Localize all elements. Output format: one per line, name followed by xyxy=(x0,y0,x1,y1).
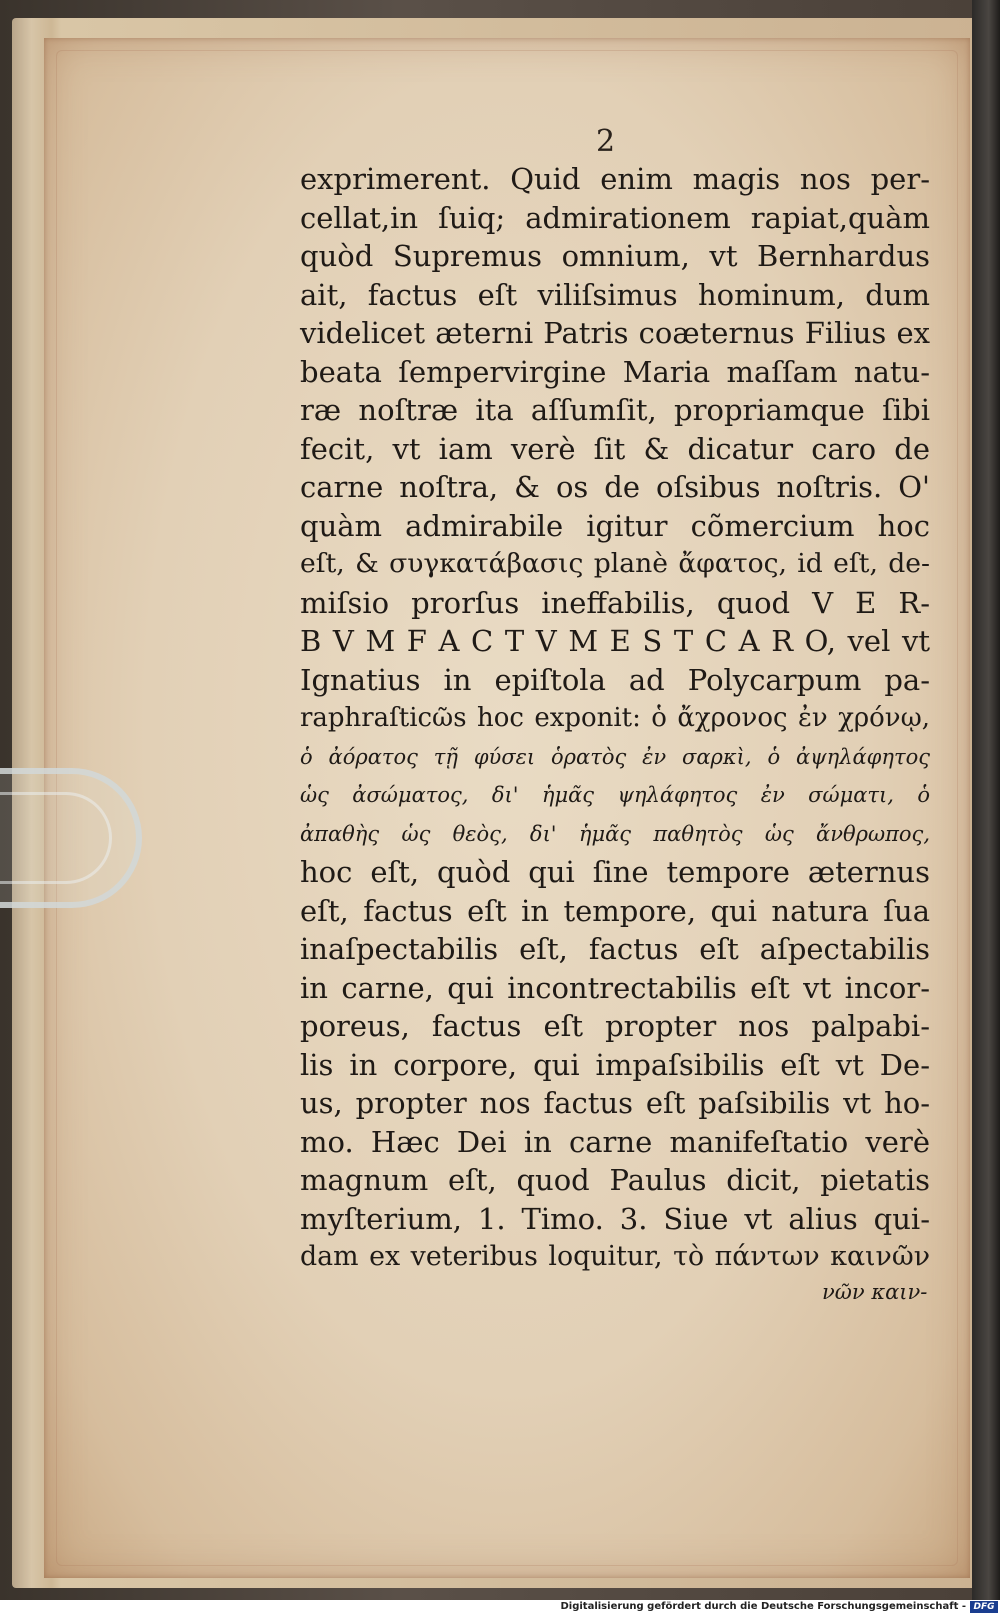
text-line: carne noſtra, & os de oſsibus noſtris. O' xyxy=(300,470,930,504)
text-line: Ignatius in epiſtola ad Polycarpum pa- xyxy=(300,662,930,697)
greek-text-line: ὁ ἀόρατος τῇ φύσει ὁρατὸς ἐν σαρκὶ, ὁ ἀψηλάφητος xyxy=(300,744,930,769)
page-clip-inner xyxy=(0,792,112,884)
text-line: ait, factus eſt viliſsimus hominum, dum xyxy=(300,277,930,312)
text-line: myſterium, 1. Timo. 3. Siue vt alius qui- xyxy=(300,1201,930,1236)
text-line: magnum eſt, quod Paulus dicit, pietatis xyxy=(300,1163,930,1197)
catchword: νῶν καιν- xyxy=(822,1280,928,1304)
page-number: 2 xyxy=(596,124,616,159)
book-spine-strip xyxy=(972,0,1000,1600)
text-line: beata ſempervirgine Maria maſſam natu- xyxy=(300,354,930,389)
text-line: quòd Supremus omnium, vt Bernhardus xyxy=(300,239,930,273)
text-line: B V M F A C T V M E S T C A R O, vel vt xyxy=(300,624,930,658)
text-line: dam ex veteribus loquitur, τὸ πάντων καινῶν xyxy=(300,1241,930,1272)
text-line: quàm admirabile igitur cõmercium hoc xyxy=(300,508,930,543)
text-line: inaſpectabilis eſt, factus eſt aſpectabilis xyxy=(300,932,930,966)
greek-text-line: ἀπαθὴς ὡς θεὸς, δι' ἡμᾶς παθητὸς ὡς ἄνθρωπος, xyxy=(300,821,930,846)
text-line: videlicet æterni Patris coæternus Filius ex xyxy=(300,316,930,350)
text-line: eſt, factus eſt in tempore, qui natura ſua xyxy=(300,893,930,928)
text-line: miſsio prorſus ineffabilis, quod V E R- xyxy=(300,585,930,620)
digitization-credit: Digitalisierung gefördert durch die Deutsche Forschungsgemeinschaft - xyxy=(560,1601,966,1612)
text-line: cellat,in ſuiq; admirationem rapiat,quàm xyxy=(300,200,930,235)
text-line: hoc eſt, quòd qui ſine tempore æternus xyxy=(300,855,930,889)
body-text xyxy=(300,160,930,1277)
text-line: ræ noſtræ ita aſſumſit, propriamque ſibi xyxy=(300,393,930,427)
text-line: fecit, vt iam verè ſit & dicatur caro de xyxy=(300,431,930,466)
dfg-logo[interactable]: DFG xyxy=(970,1601,998,1613)
text-line: mo. Hæc Dei in carne manifeſtatio verè xyxy=(300,1124,930,1159)
text-line: lis in corpore, qui impaſsibilis eſt vt De- xyxy=(300,1047,930,1082)
text-line: eſt, & συγκατάβασις planè ἄφατος, id eſt, de- xyxy=(300,548,930,579)
text-line: poreus, factus eſt propter nos palpabi- xyxy=(300,1009,930,1043)
text-line: raphraſticῶs hoc exponit: ὁ ἄχρονος ἐν χρόνῳ, xyxy=(300,703,930,733)
text-line: in carne, qui incontrectabilis eſt vt incor- xyxy=(300,970,930,1005)
greek-text-line: ὡς ἀσώματος, δι' ἡμᾶς ψηλάφητος ἐν σώματι, ὁ xyxy=(300,783,930,807)
text-line: exprimerent. Quid enim magis nos per- xyxy=(300,162,930,196)
text-line: us, propter nos factus eſt paſsibilis vt ho- xyxy=(300,1086,930,1120)
